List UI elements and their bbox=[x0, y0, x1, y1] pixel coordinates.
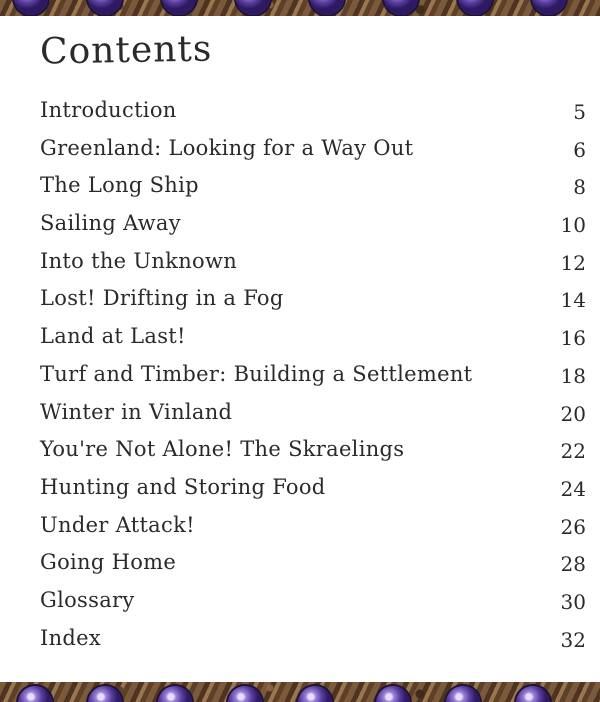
toc-page-number: 10 bbox=[560, 213, 586, 238]
toc-page-number: 12 bbox=[560, 250, 586, 275]
gem-icon bbox=[18, 686, 52, 702]
gem-icon bbox=[310, 0, 344, 15]
gem-icon bbox=[228, 686, 262, 702]
toc-entry-label: Land at Last! bbox=[40, 324, 186, 349]
page-title: Contents bbox=[39, 28, 213, 73]
toc-page-number: 18 bbox=[560, 363, 586, 388]
toc-entry[interactable] bbox=[40, 130, 590, 168]
gem-icon bbox=[298, 686, 332, 702]
toc-entry[interactable] bbox=[40, 394, 590, 432]
gem-icon bbox=[516, 686, 550, 702]
toc-page-number: 8 bbox=[573, 175, 586, 200]
gem-icon bbox=[384, 0, 418, 15]
toc-entry[interactable] bbox=[40, 205, 590, 243]
toc-page-number: 20 bbox=[560, 401, 586, 426]
gem-icon bbox=[14, 0, 48, 15]
toc-page-number: 26 bbox=[560, 514, 586, 539]
toc-page-number: 28 bbox=[560, 552, 586, 577]
toc-entry-label: The Long Ship bbox=[40, 173, 199, 198]
toc-entry[interactable] bbox=[40, 544, 590, 582]
toc-page-number: 24 bbox=[560, 476, 586, 501]
gem-icon bbox=[532, 0, 566, 15]
toc-page-number: 16 bbox=[560, 326, 586, 351]
toc-page-number: 32 bbox=[560, 627, 586, 652]
gem-icon bbox=[458, 0, 492, 15]
gem-icon bbox=[88, 686, 122, 702]
decorative-bottom-border bbox=[0, 682, 600, 702]
toc-entry-label: Greenland: Looking for a Way Out bbox=[40, 135, 414, 160]
toc-entry-label: Introduction bbox=[40, 98, 177, 122]
toc-page-number: 14 bbox=[560, 288, 586, 313]
toc-entry-label: Turf and Timber: Building a Settlement bbox=[40, 361, 473, 386]
toc-entry[interactable] bbox=[40, 469, 590, 507]
gem-icon bbox=[162, 0, 196, 15]
gem-icon bbox=[158, 686, 192, 702]
toc-entry-label: You're Not Alone! The Skraelings bbox=[40, 437, 405, 462]
toc-entry-label: Sailing Away bbox=[40, 211, 181, 236]
toc-entry[interactable] bbox=[40, 356, 590, 394]
toc-entry[interactable] bbox=[40, 318, 590, 356]
toc-page-number: 6 bbox=[573, 137, 586, 162]
toc-entry-label: Hunting and Storing Food bbox=[40, 474, 326, 499]
toc-entry[interactable] bbox=[40, 92, 590, 130]
toc-entry[interactable] bbox=[40, 243, 590, 281]
toc-entry-label: Winter in Vinland bbox=[40, 399, 233, 424]
gem-icon bbox=[236, 0, 270, 15]
toc-page-number: 30 bbox=[560, 589, 586, 614]
toc-entry-label: Going Home bbox=[40, 550, 177, 575]
toc-entry-label: Glossary bbox=[40, 587, 135, 612]
toc-entry[interactable] bbox=[40, 582, 590, 620]
gem-icon bbox=[446, 686, 480, 702]
gem-icon bbox=[376, 686, 410, 702]
toc-page-number: 22 bbox=[560, 439, 586, 464]
toc-entry[interactable] bbox=[40, 431, 590, 469]
gem-icon bbox=[88, 0, 122, 15]
toc-entry-label: Index bbox=[40, 625, 102, 650]
decorative-top-border bbox=[0, 0, 600, 16]
toc-entry[interactable] bbox=[40, 280, 590, 318]
toc-entry[interactable] bbox=[40, 620, 590, 658]
toc-entry[interactable] bbox=[40, 167, 590, 205]
toc-page-number: 5 bbox=[573, 100, 586, 124]
toc-entry-label: Lost! Drifting in a Fog bbox=[40, 286, 284, 311]
toc-entry[interactable] bbox=[40, 507, 590, 545]
toc-entry-label: Into the Unknown bbox=[40, 248, 238, 273]
toc-entry-label: Under Attack! bbox=[40, 512, 195, 537]
table-of-contents bbox=[40, 92, 590, 657]
